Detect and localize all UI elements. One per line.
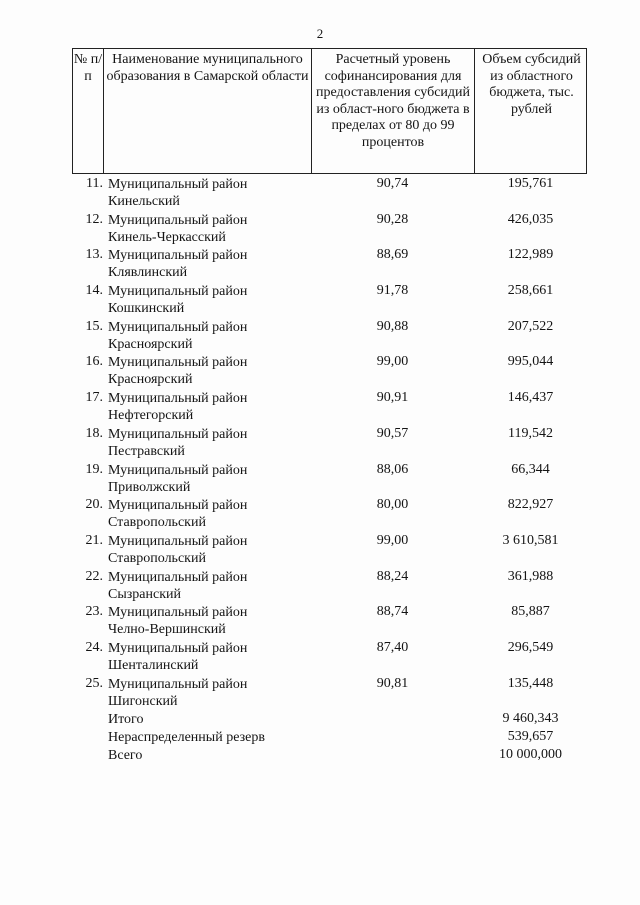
- table-row: [72, 568, 587, 604]
- row-number: 14.: [85, 283, 103, 299]
- row-district: Красноярский: [108, 372, 193, 388]
- row-volume: 426,035: [507, 211, 554, 227]
- row-rate: 88,69: [376, 247, 409, 263]
- row-district: Красноярский: [108, 336, 193, 352]
- total-value: 10 000,000: [499, 747, 562, 763]
- table-row: [72, 603, 587, 639]
- total-value: 539,657: [507, 729, 554, 745]
- row-rate: 90,28: [376, 211, 409, 227]
- row-number: 16.: [85, 354, 103, 370]
- row-name: [108, 212, 247, 246]
- row-volume: 207,522: [507, 318, 554, 334]
- header-volume: Объем субсидий из областного бюджета, тыс. рублей: [482, 52, 581, 117]
- table-row: [72, 639, 587, 675]
- row-number: 25.: [85, 675, 103, 691]
- row-number: 13.: [85, 247, 103, 263]
- row-volume: 258,661: [507, 283, 554, 299]
- row-type: Муниципальный район: [108, 177, 248, 192]
- row-number: 19.: [85, 461, 103, 477]
- row-number: 20.: [85, 497, 103, 513]
- row-district: Нефтегорский: [108, 408, 194, 424]
- row-volume: 361,988: [507, 568, 554, 584]
- row-name: [108, 283, 247, 317]
- row-district: Сызранский: [108, 586, 181, 602]
- row-district: Кинель-Черкасский: [108, 229, 226, 245]
- row-district: Ставропольский: [108, 550, 206, 566]
- row-number: 24.: [85, 639, 103, 655]
- row-number: 23.: [85, 604, 103, 620]
- row-type: Муниципальный район: [108, 319, 248, 335]
- row-name: [108, 640, 247, 674]
- row-district: Шенталинский: [108, 657, 199, 673]
- row-type: Муниципальный район: [108, 248, 248, 264]
- row-number: 18.: [85, 425, 103, 441]
- row-rate: 80,00: [376, 497, 409, 513]
- total-label: Нераспределенный резерв: [108, 730, 265, 746]
- table-row: [72, 461, 587, 497]
- row-volume: 66,344: [511, 461, 550, 477]
- row-rate: 88,24: [376, 568, 409, 584]
- row-name: [108, 604, 247, 638]
- row-number: 17.: [85, 390, 103, 406]
- row-rate: 87,40: [376, 639, 409, 655]
- table-row: [72, 353, 587, 389]
- table-body: [72, 175, 587, 764]
- table-row: [72, 246, 587, 282]
- row-name: [108, 497, 247, 531]
- row-rate: 88,06: [376, 461, 409, 477]
- row-district: Челно-Вершинский: [108, 622, 226, 638]
- row-district: Клявлинский: [108, 265, 188, 281]
- row-number: 21.: [85, 532, 103, 548]
- row-volume: 822,927: [507, 497, 554, 513]
- table-row: [72, 425, 587, 461]
- row-volume: 135,448: [507, 675, 554, 691]
- table-row: [72, 532, 587, 568]
- row-type: Муниципальный район: [108, 391, 248, 407]
- row-district: Кинельский: [108, 194, 180, 209]
- total-value: 9 460,343: [502, 711, 559, 727]
- row-rate: 88,74: [376, 604, 409, 620]
- row-type: Муниципальный район: [108, 533, 248, 549]
- header-rate: Расчетный уровень софинансирования для предоставления субсидий из област-ного бюджета в пределах от 80 до 99 процентов: [312, 49, 475, 173]
- row-rate: 90,57: [376, 425, 409, 441]
- table-row: [72, 318, 587, 354]
- row-type: Муниципальный район: [108, 462, 248, 478]
- total-label: Итого: [108, 712, 144, 728]
- row-type: Муниципальный район: [108, 426, 248, 442]
- table-header: [72, 48, 587, 174]
- row-type: Муниципальный район: [108, 605, 248, 621]
- row-name: [108, 462, 247, 496]
- row-rate: 91,78: [376, 283, 409, 299]
- row-volume: 85,887: [511, 604, 550, 620]
- row-rate: 90,74: [376, 176, 409, 191]
- page-number: 2: [316, 26, 324, 41]
- row-rate: 99,00: [376, 354, 409, 370]
- row-volume: 296,549: [507, 639, 554, 655]
- row-volume: 119,542: [508, 425, 553, 441]
- table-row: [72, 675, 587, 711]
- row-volume: 195,761: [507, 176, 554, 191]
- header-num: № п/п: [73, 49, 104, 173]
- row-type: Муниципальный район: [108, 676, 248, 692]
- row-name: [108, 390, 247, 424]
- table-row: [72, 211, 587, 247]
- total-row: [72, 710, 587, 728]
- row-rate: 90,88: [376, 318, 409, 334]
- row-name: [108, 676, 247, 710]
- row-volume: 3 610,581: [502, 532, 559, 548]
- row-type: Муниципальный район: [108, 355, 248, 371]
- row-number: 12.: [85, 211, 103, 227]
- row-name: [108, 533, 247, 567]
- row-rate: 99,00: [376, 532, 409, 548]
- row-number: 11.: [86, 176, 103, 191]
- table-row: [72, 282, 587, 318]
- table-row: [72, 496, 587, 532]
- row-volume: 122,989: [507, 247, 554, 263]
- row-district: Ставропольский: [108, 515, 206, 531]
- header-name: Наименование муниципального образования в Самарской области: [104, 49, 312, 173]
- row-type: Муниципальный район: [108, 569, 248, 585]
- row-type: Муниципальный район: [108, 284, 248, 300]
- row-number: 15.: [85, 318, 103, 334]
- row-district: Кошкинский: [108, 301, 185, 317]
- row-rate: 90,81: [376, 675, 409, 691]
- row-name: [108, 176, 247, 210]
- row-name: [108, 569, 247, 603]
- total-row: [72, 728, 587, 746]
- row-name: [108, 354, 247, 388]
- total-row: [72, 746, 587, 764]
- row-district: Приволжский: [108, 479, 191, 495]
- row-name: [108, 247, 247, 281]
- row-name: [108, 319, 247, 353]
- row-number: 22.: [85, 568, 103, 584]
- row-district: Шигонский: [108, 693, 178, 709]
- total-label: Всего: [108, 748, 143, 764]
- row-rate: 90,91: [376, 390, 409, 406]
- row-type: Муниципальный район: [108, 212, 248, 228]
- row-name: [108, 426, 247, 460]
- row-type: Муниципальный район: [108, 498, 248, 514]
- table-row: [72, 175, 587, 211]
- row-volume: 995,044: [507, 354, 554, 370]
- table-row: [72, 389, 587, 425]
- row-type: Муниципальный район: [108, 640, 248, 656]
- row-volume: 146,437: [507, 390, 554, 406]
- row-district: Пестравский: [108, 443, 185, 459]
